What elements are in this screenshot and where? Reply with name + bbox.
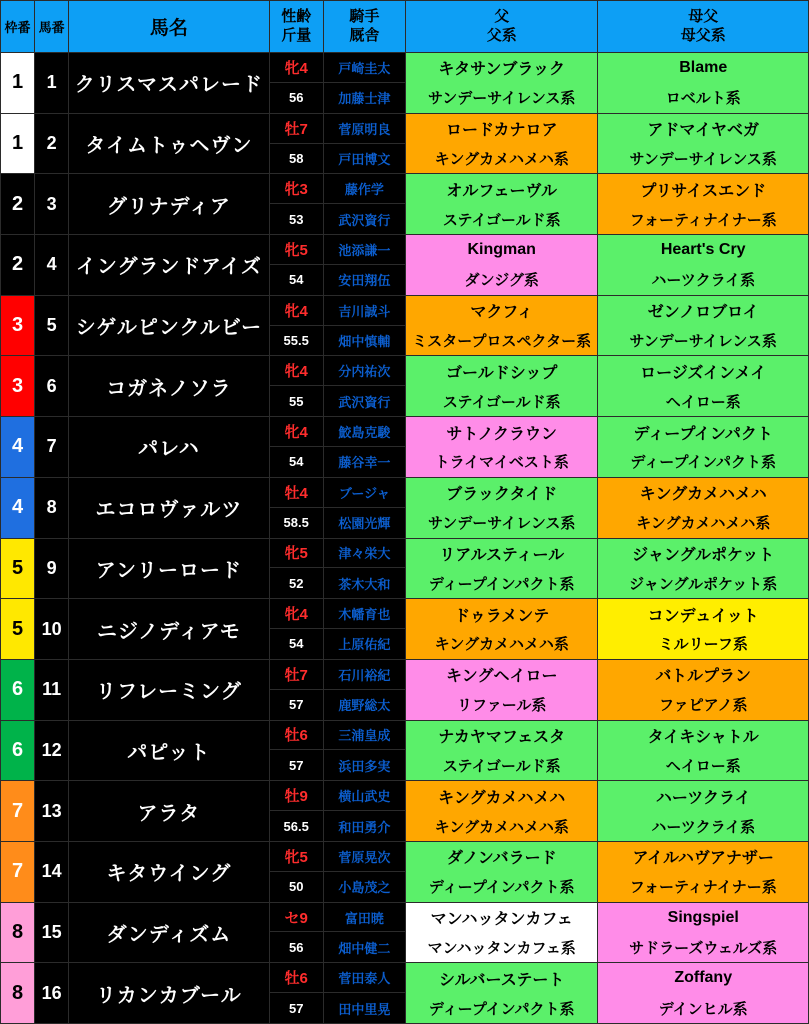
jockey-name: 横山武史 — [324, 781, 405, 811]
stable-name: 小島茂之 — [324, 872, 405, 902]
header-sire-top: 父 — [494, 7, 510, 25]
sire-name: ゴールドシップ — [446, 364, 558, 382]
jockey-name: 分内祐次 — [324, 356, 405, 386]
jockey-stable-cell — [323, 174, 405, 235]
horse-name[interactable]: タイムトゥヘヴン — [69, 113, 269, 174]
sire-line: リファール系 — [457, 697, 547, 715]
broodmare-sire-cell — [598, 902, 809, 963]
waku-number: 5 — [1, 599, 35, 660]
horse-name[interactable]: キタウイング — [69, 841, 269, 902]
horse-name[interactable]: エコロヴァルツ — [69, 477, 269, 538]
waku-number: 3 — [1, 356, 35, 417]
sex-age-weight-cell — [269, 902, 323, 963]
broodmare-sire-cell — [598, 235, 809, 296]
stable-name: 戸田博文 — [324, 144, 405, 174]
horse-name[interactable]: リフレーミング — [69, 659, 269, 720]
sire-line: キングカメハメハ系 — [434, 818, 569, 836]
carried-weight: 52 — [270, 568, 323, 598]
stable-name: 松園光輝 — [324, 508, 405, 538]
header-sex-age-weight — [269, 1, 323, 53]
uma-number: 10 — [35, 599, 69, 660]
sire-name: ダノンバラード — [446, 850, 557, 868]
sex-age: 牝4 — [270, 53, 323, 83]
jockey-stable-cell — [323, 963, 405, 1024]
table-row[interactable] — [1, 599, 809, 660]
horse-name[interactable]: パピット — [69, 720, 269, 781]
sex-age-weight-cell — [269, 538, 323, 599]
horse-name[interactable]: ニジノディアモ — [69, 599, 269, 660]
sire-cell — [405, 113, 597, 174]
table-row[interactable] — [1, 356, 809, 417]
stable-name: 田中里晃 — [324, 993, 405, 1023]
bms-name: Zoffany — [674, 969, 733, 987]
sire-cell — [405, 356, 597, 417]
bms-name: ロージズインメイ — [640, 364, 767, 382]
bms-name: アイルハヴアナザー — [632, 850, 774, 868]
jockey-name: ブージャ — [324, 478, 405, 508]
stable-name: 茶木大和 — [324, 568, 405, 598]
sex-age-weight-cell — [269, 235, 323, 296]
sex-age: 牝4 — [270, 417, 323, 447]
uma-number: 13 — [35, 781, 69, 842]
horse-name[interactable]: リカンカブール — [69, 963, 269, 1024]
sire-cell — [405, 235, 597, 296]
bms-line: サンデーサイレンス系 — [629, 333, 777, 351]
uma-number: 1 — [35, 53, 69, 114]
uma-number: 7 — [35, 417, 69, 478]
broodmare-sire-cell — [598, 295, 809, 356]
carried-weight: 55 — [270, 386, 323, 416]
waku-number: 3 — [1, 295, 35, 356]
bms-line: ハーツクライ系 — [651, 818, 756, 836]
table-row[interactable] — [1, 174, 809, 235]
bms-name: アドマイヤベガ — [647, 122, 760, 140]
sex-age-weight-cell — [269, 356, 323, 417]
bms-name: Heart's Cry — [660, 240, 746, 258]
table-row[interactable] — [1, 841, 809, 902]
horse-name[interactable]: クリスマスパレード — [69, 53, 269, 114]
bms-name: ゼンノロブロイ — [647, 304, 759, 322]
header-jockey: 騎手 — [349, 7, 380, 25]
waku-number: 8 — [1, 963, 35, 1024]
jockey-stable-cell — [323, 417, 405, 478]
sire-name: キングカメハメハ — [438, 789, 566, 807]
jockey-stable-cell — [323, 599, 405, 660]
broodmare-sire-cell — [598, 599, 809, 660]
sire-line: ディープインパクト系 — [428, 1000, 575, 1018]
stable-name: 畑中慎輔 — [324, 326, 405, 356]
broodmare-sire-cell — [598, 841, 809, 902]
header-sire — [405, 1, 597, 53]
bms-line: サンデーサイレンス系 — [629, 150, 777, 168]
sire-line: ディープインパクト系 — [428, 575, 575, 593]
sex-age-weight-cell — [269, 174, 323, 235]
carried-weight: 55.5 — [270, 326, 323, 356]
header-sex-age: 性齢 — [281, 7, 312, 25]
bms-line: ディープインパクト系 — [630, 454, 777, 472]
sex-age: 牝4 — [270, 296, 323, 326]
sex-age-weight-cell — [269, 781, 323, 842]
sex-age-weight-cell — [269, 113, 323, 174]
sire-line: ステイゴールド系 — [442, 757, 561, 775]
broodmare-sire-cell — [598, 356, 809, 417]
waku-number: 5 — [1, 538, 35, 599]
sire-cell — [405, 720, 597, 781]
bms-name: キングカメハメハ — [639, 486, 767, 504]
table-row[interactable] — [1, 295, 809, 356]
bms-line: デインヒル系 — [658, 1000, 748, 1018]
sex-age: 牝5 — [270, 842, 323, 872]
sire-cell — [405, 538, 597, 599]
sex-age-weight-cell — [269, 295, 323, 356]
sire-cell — [405, 53, 597, 114]
sire-name: マクフィ — [470, 304, 534, 322]
sex-age: 牡6 — [270, 721, 323, 751]
jockey-name: 鮫島克駿 — [324, 417, 405, 447]
carried-weight: 58.5 — [270, 508, 323, 538]
sire-cell — [405, 599, 597, 660]
broodmare-sire-cell — [598, 174, 809, 235]
uma-number: 6 — [35, 356, 69, 417]
sex-age: 牡7 — [270, 114, 323, 144]
header-bms-top: 母父 — [688, 7, 719, 25]
bms-line: ハーツクライ系 — [651, 272, 756, 290]
sex-age: 牝5 — [270, 539, 323, 569]
uma-number: 5 — [35, 295, 69, 356]
jockey-stable-cell — [323, 477, 405, 538]
waku-number: 2 — [1, 235, 35, 296]
bms-name: ディープインパクト — [633, 425, 773, 443]
horse-name[interactable]: アンリーロード — [69, 538, 269, 599]
waku-number: 6 — [1, 659, 35, 720]
jockey-stable-cell — [323, 53, 405, 114]
sire-name: サトノクラウン — [446, 425, 557, 443]
jockey-name: 菅田泰人 — [324, 963, 405, 993]
jockey-stable-cell — [323, 356, 405, 417]
table-row[interactable] — [1, 963, 809, 1024]
sex-age: 牡7 — [270, 660, 323, 690]
sex-age: 牡6 — [270, 963, 323, 993]
horse-name[interactable]: グリナディア — [69, 174, 269, 235]
sire-line: サンデーサイレンス系 — [428, 515, 576, 533]
carried-weight: 57 — [270, 993, 323, 1023]
header-bms-line: 母父系 — [680, 26, 726, 44]
sex-age-weight-cell — [269, 599, 323, 660]
sex-age: 牡4 — [270, 478, 323, 508]
waku-number: 1 — [1, 53, 35, 114]
uma-number: 14 — [35, 841, 69, 902]
carried-weight: 58 — [270, 144, 323, 174]
bms-name: プリサイスエンド — [640, 182, 767, 200]
bms-line: フォーティナイナー系 — [629, 211, 777, 229]
table-row[interactable] — [1, 781, 809, 842]
table-body — [1, 53, 809, 1024]
uma-number: 9 — [35, 538, 69, 599]
uma-number: 8 — [35, 477, 69, 538]
sire-name: リアルスティール — [439, 546, 565, 564]
table-row[interactable] — [1, 477, 809, 538]
jockey-name: 吉川誠斗 — [324, 296, 405, 326]
sex-age-weight-cell — [269, 477, 323, 538]
jockey-stable-cell — [323, 295, 405, 356]
waku-number: 6 — [1, 720, 35, 781]
carried-weight: 57 — [270, 690, 323, 720]
sex-age-weight-cell — [269, 659, 323, 720]
table-row[interactable] — [1, 720, 809, 781]
stable-name: 畑中健二 — [324, 932, 405, 962]
bms-name: バトルプラン — [655, 668, 752, 686]
broodmare-sire-cell — [598, 53, 809, 114]
jockey-name: 石川裕紀 — [324, 660, 405, 690]
broodmare-sire-cell — [598, 720, 809, 781]
broodmare-sire-cell — [598, 538, 809, 599]
jockey-name: 池添謙一 — [324, 235, 405, 265]
table-row[interactable] — [1, 53, 809, 114]
sire-line: サンデーサイレンス系 — [428, 90, 576, 108]
table-row[interactable] — [1, 538, 809, 599]
uma-number: 4 — [35, 235, 69, 296]
bms-name: コンデュイット — [647, 607, 759, 625]
sire-line: ステイゴールド系 — [442, 211, 561, 229]
table-header — [1, 1, 809, 53]
bms-line: フォーティナイナー系 — [629, 879, 777, 897]
sire-name: マンハッタンカフェ — [430, 911, 573, 929]
horse-name[interactable]: イングランドアイズ — [69, 235, 269, 296]
header-sire-line: 父系 — [486, 26, 517, 44]
sire-line: ダンジグ系 — [464, 272, 539, 290]
carried-weight: 53 — [270, 204, 323, 234]
bms-line: ロベルト系 — [665, 90, 741, 108]
broodmare-sire-cell — [598, 963, 809, 1024]
header-jockey-stable — [323, 1, 405, 53]
table-row[interactable] — [1, 659, 809, 720]
carried-weight: 54 — [270, 265, 323, 295]
header-weight: 斤量 — [281, 26, 312, 44]
bms-line: ミルリーフ系 — [658, 636, 748, 654]
carried-weight: 54 — [270, 447, 323, 477]
jockey-stable-cell — [323, 902, 405, 963]
sire-line: マンハッタンカフェ系 — [427, 939, 576, 957]
jockey-name: 富田暁 — [324, 903, 405, 933]
waku-number: 4 — [1, 417, 35, 478]
uma-number: 11 — [35, 659, 69, 720]
sire-cell — [405, 295, 597, 356]
carried-weight: 56.5 — [270, 811, 323, 841]
bms-name: タイキシャトル — [647, 728, 759, 746]
jockey-name: 三浦皇成 — [324, 721, 405, 751]
jockey-name: 藤作学 — [324, 174, 405, 204]
table-row[interactable] — [1, 113, 809, 174]
table-row[interactable] — [1, 235, 809, 296]
jockey-name: 津々栄大 — [324, 539, 405, 569]
table-row[interactable] — [1, 417, 809, 478]
sire-line: ミスタープロスペクター系 — [412, 333, 592, 351]
header-stable: 厩舎 — [349, 26, 380, 44]
sex-age: 牡9 — [270, 781, 323, 811]
header-broodmare-sire — [598, 1, 809, 53]
table-row[interactable] — [1, 902, 809, 963]
bms-name: Blame — [679, 58, 728, 76]
sex-age-weight-cell — [269, 963, 323, 1024]
sire-cell — [405, 902, 597, 963]
sex-age: セ9 — [270, 903, 323, 933]
sire-name: Kingman — [467, 240, 536, 258]
carried-weight: 56 — [270, 932, 323, 962]
sire-name: キングヘイロー — [445, 668, 558, 686]
sire-line: キングカメハメハ系 — [434, 636, 569, 654]
uma-number: 3 — [35, 174, 69, 235]
sire-name: ナカヤマフェスタ — [438, 728, 566, 746]
horse-name[interactable]: ダンディズム — [69, 902, 269, 963]
waku-number: 4 — [1, 477, 35, 538]
waku-number: 2 — [1, 174, 35, 235]
bms-line: ヘイロー系 — [665, 757, 741, 775]
sire-name: ブラックタイド — [446, 486, 558, 504]
sex-age: 牝3 — [270, 174, 323, 204]
jockey-stable-cell — [323, 113, 405, 174]
stable-name: 鹿野総太 — [324, 690, 405, 720]
sex-age-weight-cell — [269, 53, 323, 114]
bms-line: サドラーズウェルズ系 — [629, 939, 778, 957]
bms-name: ジャングルポケット — [632, 546, 775, 564]
sire-name: キタサンブラック — [438, 61, 566, 79]
uma-number: 16 — [35, 963, 69, 1024]
sire-cell — [405, 477, 597, 538]
broodmare-sire-cell — [598, 781, 809, 842]
uma-number: 12 — [35, 720, 69, 781]
uma-number: 2 — [35, 113, 69, 174]
sire-line: トライマイベスト系 — [434, 454, 569, 472]
sire-name: ドゥラメンテ — [454, 607, 550, 625]
stable-name: 加藤士津 — [324, 83, 405, 113]
jockey-stable-cell — [323, 659, 405, 720]
broodmare-sire-cell — [598, 417, 809, 478]
carried-weight: 54 — [270, 629, 323, 659]
sex-age: 牝4 — [270, 356, 323, 386]
sex-age-weight-cell — [269, 417, 323, 478]
sire-cell — [405, 841, 597, 902]
bms-name: ハーツクライ — [655, 789, 751, 807]
sex-age: 牝4 — [270, 599, 323, 629]
jockey-stable-cell — [323, 538, 405, 599]
header-umaban: 馬番 — [35, 1, 69, 53]
stable-name: 上原佑紀 — [324, 629, 405, 659]
stable-name: 武沢資行 — [324, 204, 405, 234]
jockey-name: 菅原明良 — [324, 114, 405, 144]
broodmare-sire-cell — [598, 659, 809, 720]
bms-line: キングカメハメハ系 — [636, 515, 771, 533]
bms-line: ジャングルポケット系 — [629, 575, 778, 593]
horse-name[interactable]: アラタ — [69, 781, 269, 842]
header-waku: 枠番 — [1, 1, 35, 53]
sire-line: キングカメハメハ系 — [434, 150, 569, 168]
sire-name: ロードカナロア — [445, 122, 558, 140]
sex-age-weight-cell — [269, 720, 323, 781]
jockey-name: 菅原晃次 — [324, 842, 405, 872]
carried-weight: 50 — [270, 872, 323, 902]
sire-name: オルフェーヴル — [446, 182, 558, 200]
broodmare-sire-cell — [598, 113, 809, 174]
carried-weight: 57 — [270, 750, 323, 780]
sire-cell — [405, 963, 597, 1024]
sire-line: ディープインパクト系 — [428, 879, 575, 897]
broodmare-sire-cell — [598, 477, 809, 538]
jockey-name: 木幡育也 — [324, 599, 405, 629]
sex-age-weight-cell — [269, 841, 323, 902]
waku-number: 1 — [1, 113, 35, 174]
jockey-stable-cell — [323, 781, 405, 842]
sire-cell — [405, 174, 597, 235]
stable-name: 安田翔伍 — [324, 265, 405, 295]
bms-name: Singspiel — [667, 908, 739, 926]
jockey-stable-cell — [323, 720, 405, 781]
waku-number: 7 — [1, 781, 35, 842]
sire-line: ステイゴールド系 — [442, 393, 561, 411]
sire-cell — [405, 417, 597, 478]
horse-name[interactable]: シゲルピンクルビー — [69, 295, 269, 356]
waku-number: 7 — [1, 841, 35, 902]
uma-number: 15 — [35, 902, 69, 963]
bms-line: ファピアノ系 — [658, 697, 748, 715]
jockey-stable-cell — [323, 841, 405, 902]
jockey-stable-cell — [323, 235, 405, 296]
waku-number: 8 — [1, 902, 35, 963]
stable-name: 武沢資行 — [324, 386, 405, 416]
carried-weight: 56 — [270, 83, 323, 113]
sire-cell — [405, 659, 597, 720]
bms-line: ヘイロー系 — [665, 393, 741, 411]
stable-name: 藤谷幸一 — [324, 447, 405, 477]
stable-name: 和田勇介 — [324, 811, 405, 841]
stable-name: 浜田多実 — [324, 750, 405, 780]
horse-name[interactable]: コガネノソラ — [69, 356, 269, 417]
header-horse-name: 馬名 — [69, 1, 269, 53]
sire-name: シルバーステート — [439, 971, 565, 989]
horse-name[interactable]: パレハ — [69, 417, 269, 478]
sire-cell — [405, 781, 597, 842]
sex-age: 牝5 — [270, 235, 323, 265]
jockey-name: 戸崎圭太 — [324, 53, 405, 83]
